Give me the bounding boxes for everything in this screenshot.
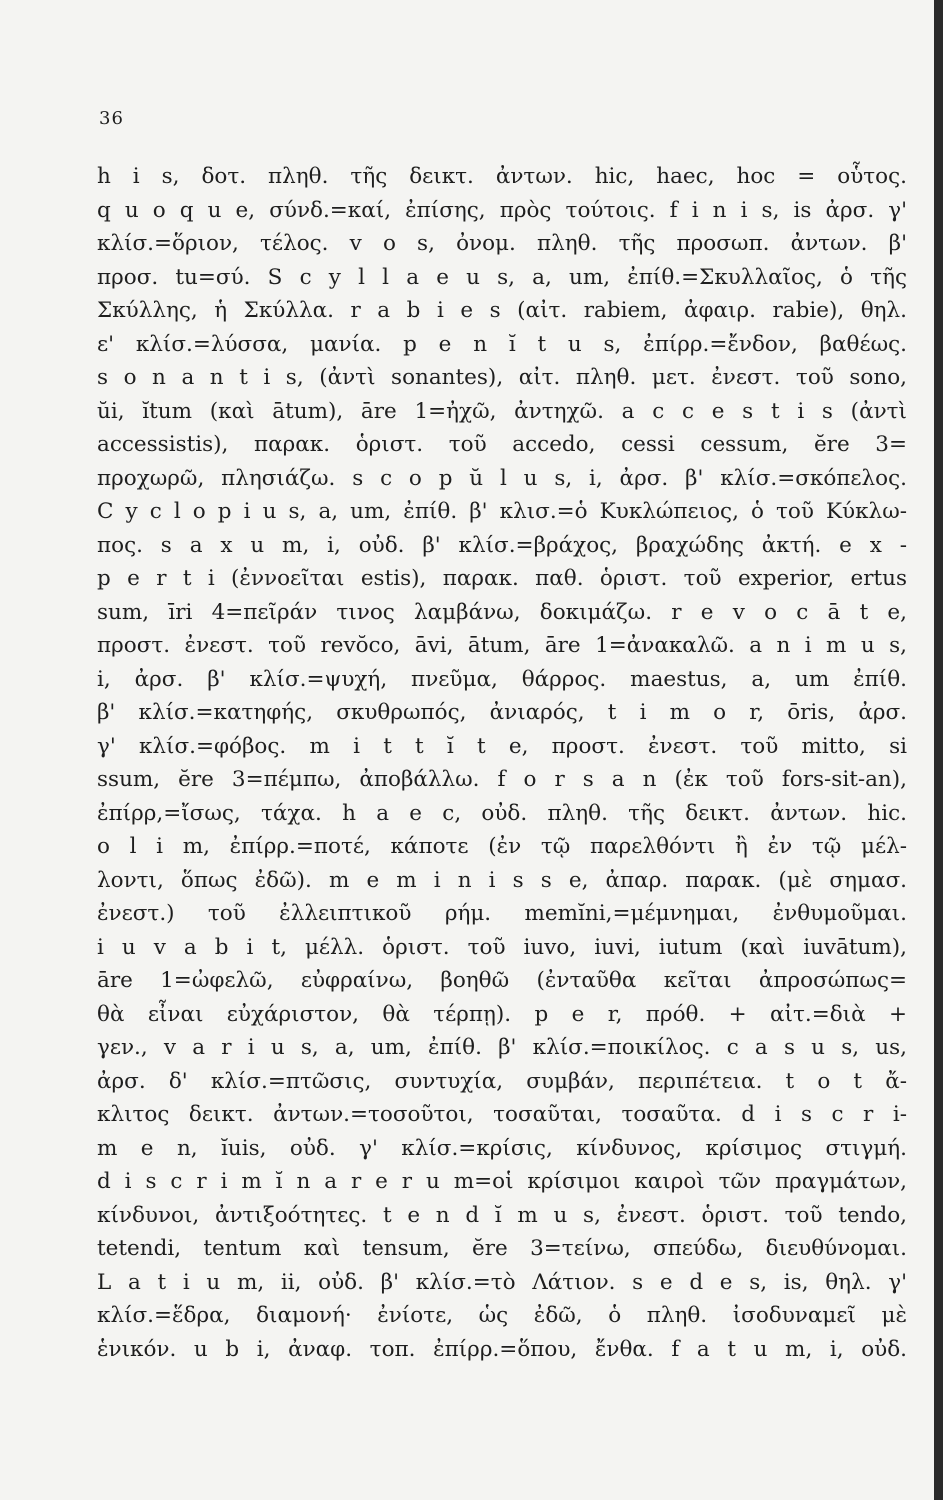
text-line: C y c l o p i u s, a, um, ἐπίθ. β' κλισ.=ὁ Κυκλώπειος, ὁ τοῦ Κύκλω- [97,499,907,524]
text-line: ἐπίρρ,=ἴσως, τάχα. h a e c, οὐδ. πληθ. τῆς δεικτ. ἀντων. hic. [97,800,907,826]
text-line: ε' κλίσ.=λύσσα, μανία. p e n ĭ t u s, ἐπίρρ.=ἔνδον, βαθέως. [97,331,907,357]
text-line: i u v a b i t, μέλλ. ὁριστ. τοῦ iuvo, iuvi, iutum (καὶ iuvātum), [97,934,907,960]
text-line: accessistis), παρακ. ὁριστ. τοῦ accedo, cessi cessum, ĕre 3= [97,432,907,457]
text-line: κλίσ.=ὅριον, τέλος. v o s, ὀνομ. πληθ. τῆς προσωπ. ἀντων. β' [97,231,907,256]
text-line: L a t i u m, ii, οὐδ. β' κλίσ.=τὸ Λάτιον. s e d e s, is, θηλ. γ' [97,1269,907,1295]
text-line: πος. s a x u m, i, οὐδ. β' κλίσ.=βράχος, βραχώδης ἀκτή. e x - [97,532,907,558]
text-line: κλίσ.=ἕδρα, διαμονή· ἐνίοτε, ὡς ἐδῶ, ὁ πληθ. ἰσοδυναμεῖ μὲ [97,1303,907,1328]
page-number: 36 [99,108,124,129]
text-line: tetendi, tentum καὶ tensum, ĕre 3=τείνω, σπεύδω, διευθύνομαι. [97,1236,907,1261]
text-line: κλιτος δεικτ. ἀντων.=τοσοῦτοι, τοσαῦται, τοσαῦτα. d i s c r i- [97,1102,907,1127]
text-line: ŭi, ĭtum (καὶ ātum), āre 1=ἠχῶ, ἀντηχῶ. a c c e s t i s (ἀντὶ [97,398,907,424]
text-line: h i s, δοτ. πληθ. τῆς δεικτ. ἀντων. hic, haec, hoc = οὗτος. [97,164,907,189]
text-line: λοντι, ὅπως ἐδῶ). m e m i n i s s e, ἀπαρ. παρακ. (μὲ σημασ. [97,867,907,893]
text-line: sum, īri 4=πεῖράν τινος λαμβάνω, δοκιμάζω. r e v o c ā t e, [97,599,907,625]
text-line: β' κλίσ.=κατηφής, σκυθρωπός, ἀνιαρός, t i m o r, ōris, ἀρσ. [97,700,907,725]
text-line: ἐνεστ.) τοῦ ἐλλειπτικοῦ ρήμ. memĭni,=μέμνημαι, ἐνθυμοῦμαι. [97,901,907,926]
text-line: γ' κλίσ.=φόβος. m i t t ĭ t e, προστ. ἐνεστ. τοῦ mitto, si [97,733,907,759]
text-line: āre 1=ὠφελῶ, εὐφραίνω, βοηθῶ (ἐνταῦθα κεῖται ἀπροσώπως= [97,968,907,993]
text-line: p e r t i (ἐννοεῖται estis), παρακ. παθ. ὁριστ. τοῦ experior, ertus [97,566,907,591]
text-line: s o n a n t i s, (ἀντὶ sonantes), αἰτ. πληθ. μετ. ἐνεστ. τοῦ sono, [97,365,907,390]
text-line: i, ἀρσ. β' κλίσ.=ψυχή, πνεῦμα, θάρρος. maestus, a, um ἐπίθ. [97,666,907,692]
text-line: d i s c r i m ĭ n a r e r u m=οἱ κρίσιμοι καιροὶ τῶν πραγμάτων, [97,1169,907,1194]
text-line: ἑνικόν. u b i, ἀναφ. τοπ. ἐπίρρ.=ὅπου, ἔνθα. f a t u m, i, οὐδ. [97,1336,907,1362]
scan-edge-shadow [934,0,943,1500]
commentary-text-block [97,160,907,1366]
text-line: κίνδυνοι, ἀντιξοότητες. t e n d ĭ m u s, ἐνεστ. ὁριστ. τοῦ tendo, [97,1202,907,1228]
text-line: προχωρῶ, πλησιάζω. s c o p ŭ l u s, i, ἀρσ. β' κλίσ.=σκόπελος. [97,465,907,491]
text-line: ἀρσ. δ' κλίσ.=πτῶσις, συντυχία, συμβάν, περιπέτεια. t o t ἄ- [97,1068,907,1094]
text-line: θὰ εἶναι εὐχάριστον, θὰ τέρπῃ). p e r, πρόθ. + αἰτ.=διὰ + [97,1001,907,1027]
text-line: Σκύλλης, ἡ Σκύλλα. r a b i e s (αἰτ. rabiem, ἀφαιρ. rabie), θηλ. [97,298,907,323]
text-line: προσ. tu=σύ. S c y l l a e u s, a, um, ἐπίθ.=Σκυλλαῖος, ὁ τῆς [97,264,907,290]
text-line: προστ. ἐνεστ. τοῦ revŏco, āvi, ātum, āre 1=ἀνακαλῶ. a n i m u s, [97,633,907,658]
text-line: o l i m, ἐπίρρ.=ποτέ, κάποτε (ἐν τῷ παρελθόντι ἢ ἐν τῷ μέλ- [97,834,907,859]
text-line: m e n, ĭuis, οὐδ. γ' κλίσ.=κρίσις, κίνδυνος, κρίσιμος στιγμή. [97,1135,907,1161]
text-line: γεν., v a r i u s, a, um, ἐπίθ. β' κλίσ.=ποικίλος. c a s u s, us, [97,1035,907,1060]
text-line: ssum, ĕre 3=πέμπω, ἀποβάλλω. f o r s a n (ἐκ τοῦ fors-sit-an), [97,767,907,792]
text-line: q u o q u e, σύνδ.=καί, ἐπίσης, πρὸς τούτοις. f i n i s, is ἀρσ. γ' [97,197,907,223]
